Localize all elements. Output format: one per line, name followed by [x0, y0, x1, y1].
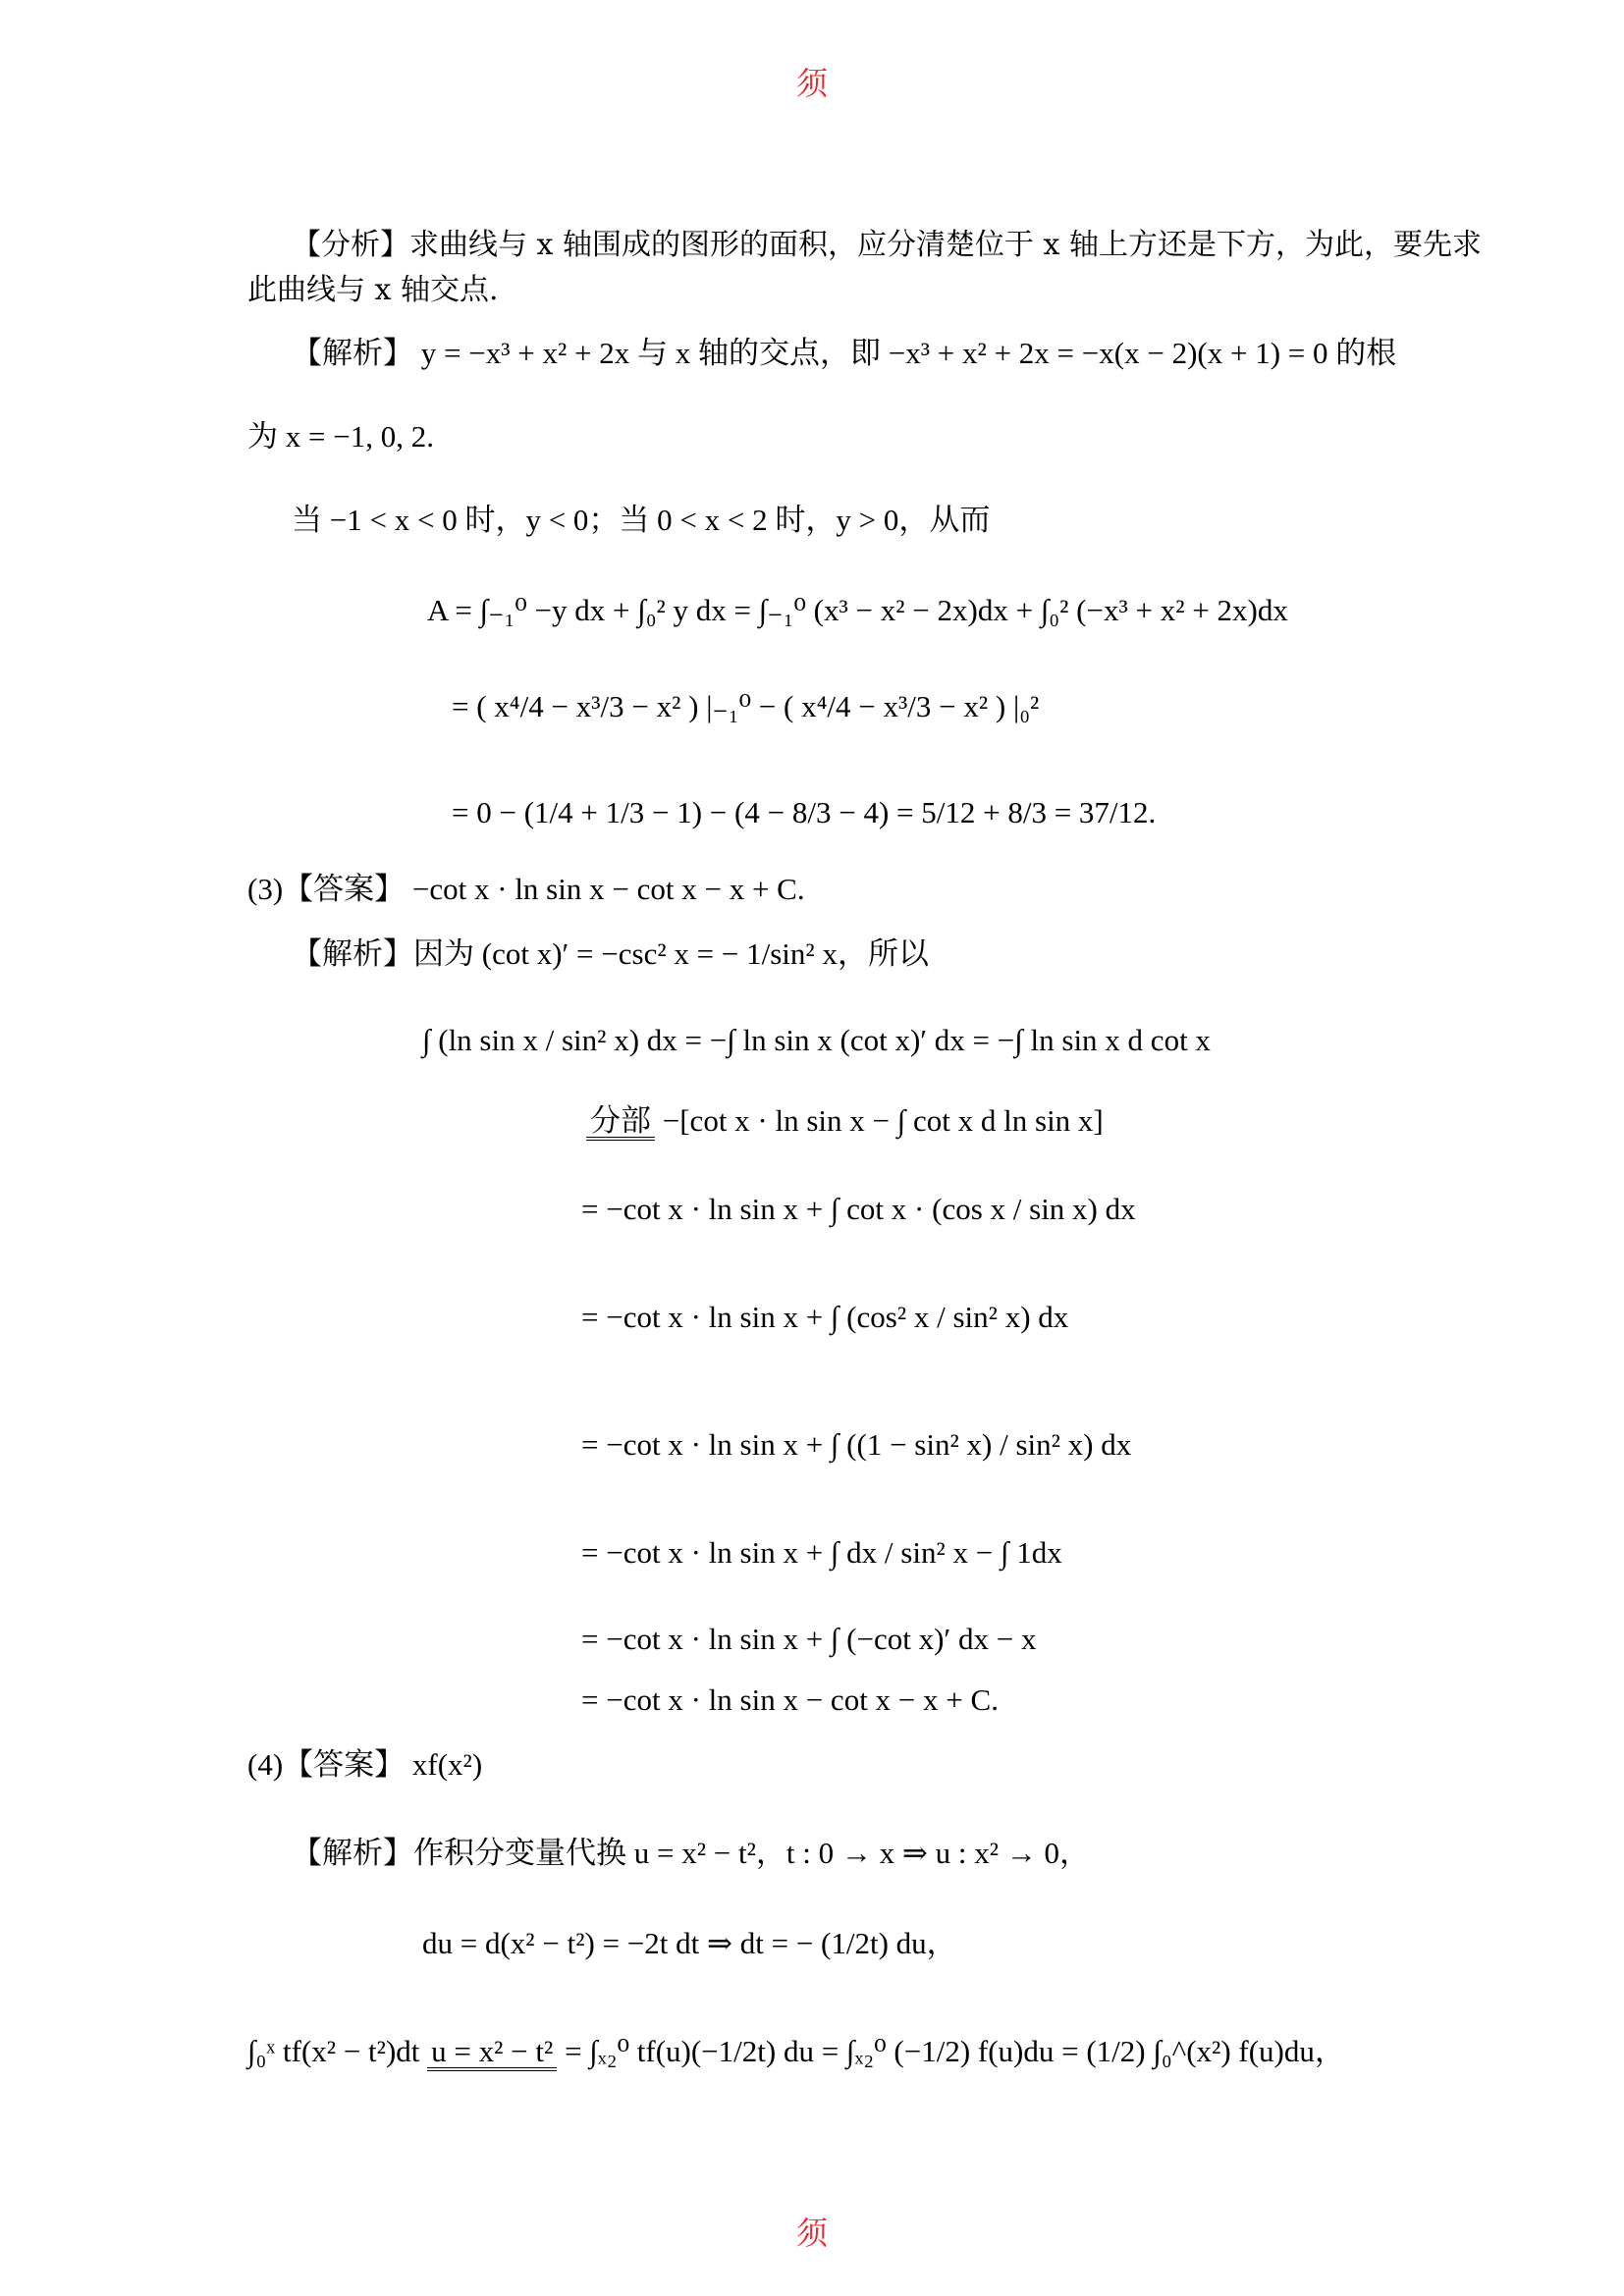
substitution-label: u = x² − t²	[427, 2036, 557, 2071]
solution-4-intro: 【解析】作积分变量代换 u = x² − t²，t : 0 → x ⇒ u : x² → 0，	[292, 1836, 1091, 1870]
solution-3-step-3: = −cot x · ln sin x + ∫ cot x · (cos x / sin x) dx	[581, 1192, 1136, 1226]
solution-4-integral	[247, 2032, 1345, 2071]
solution-4-differential: du = d(x² − t²) = −2t dt ⇒ dt = − (1/2t) du，	[422, 1926, 957, 1960]
answer-3: (3)【答案】 −cot x · ln sin x − cot x − x + C.	[247, 872, 805, 906]
solution-3-step-1: ∫ (ln sin x / sin² x) dx = −∫ ln sin x (cot x)′ dx = −∫ ln sin x d cot x	[422, 1023, 1211, 1057]
solution-3-step-7: = −cot x · ln sin x + ∫ (−cot x)′ dx − x	[581, 1622, 1037, 1656]
area-result: = 0 − (1/4 + 1/3 − 1) − (4 − 8/3 − 4) = 5/12 + 8/3 = 37/12.	[452, 795, 1157, 829]
by-parts-expression: −[cot x · ln sin x − ∫ cot x d ln sin x]	[662, 1103, 1104, 1138]
solution-3-step-2	[586, 1101, 1104, 1141]
analysis-line-1: 【分析】求曲线与 x 轴围成的图形的面积，应分清楚位于 x 轴上方还是下方，为此，要先求	[292, 228, 1482, 262]
analysis-line-2: 此曲线与 x 轴交点.	[247, 273, 499, 307]
solution-3-step-5: = −cot x · ln sin x + ∫ ((1 − sin² x) / sin² x) dx	[581, 1427, 1132, 1462]
solution-3-step-8: = −cot x · ln sin x − cot x − x + C.	[581, 1682, 999, 1717]
solution-3-step-4: = −cot x · ln sin x + ∫ (cos² x / sin² x) dx	[581, 1300, 1069, 1334]
solution-3-step-6: = −cot x · ln sin x + ∫ dx / sin² x − ∫ 1dx	[581, 1535, 1062, 1570]
solution-line-1: 【解析】 y = −x³ + x² + 2x 与 x 轴的交点，即 −x³ + x² + 2x = −x(x − 2)(x + 1) = 0 的根	[292, 336, 1397, 370]
answer-4: (4)【答案】 xf(x²)	[247, 1747, 483, 1782]
area-integral: A = ∫₋₁⁰ −y dx + ∫₀² y dx = ∫₋₁⁰ (x³ − x² − 2x)dx + ∫₀² (−x³ + x² + 2x)dx	[427, 593, 1288, 627]
by-parts-label: 分部	[586, 1105, 655, 1141]
integral-right: = ∫ₓ₂⁰ tf(u)(−1/2t) du = ∫ₓ₂⁰ (−1/2) f(u)du = (1/2) ∫₀^(x²) f(u)du，	[565, 2034, 1345, 2068]
solution-3-intro: 【解析】因为 (cot x)′ = −csc² x = − 1/sin² x，所以	[292, 936, 929, 971]
page-header-mark: 须	[795, 65, 828, 102]
page-footer-mark: 须	[795, 2215, 828, 2252]
area-antiderivative: = ( x⁴/4 − x³/3 − x² ) |₋₁⁰ − ( x⁴/4 − x³/3 − x² ) |₀²	[452, 689, 1040, 723]
sign-condition: 当 −1 < x < 0 时，y < 0；当 0 < x < 2 时，y > 0，从而	[292, 503, 991, 537]
integral-left: ∫₀ˣ tf(x² − t²)dt	[247, 2034, 420, 2068]
solution-roots: 为 x = −1, 0, 2.	[247, 419, 434, 454]
